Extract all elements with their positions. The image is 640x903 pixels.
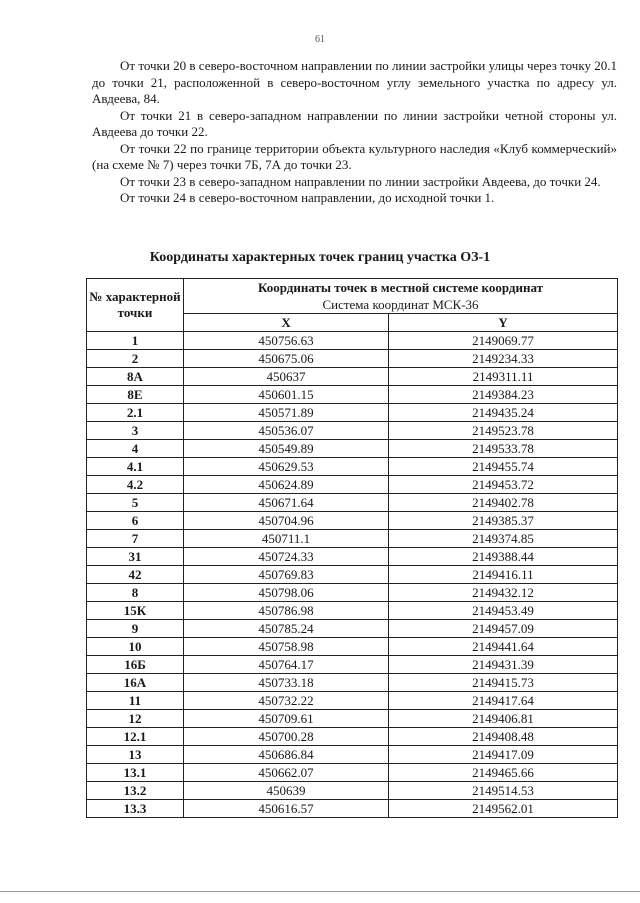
point-number-cell: 9 <box>87 620 184 638</box>
table-row <box>87 530 618 548</box>
point-number-cell: 13.2 <box>87 782 184 800</box>
paragraph: От точки 21 в северо-западном направлении по линии застройки четной стороны ул. Авдеева до точки 22. <box>92 107 617 139</box>
header-coordinates <box>184 279 618 314</box>
y-coordinate-cell: 2149385.37 <box>389 512 618 530</box>
y-coordinate-cell: 2149431.39 <box>389 656 618 674</box>
x-coordinate-cell: 450709.61 <box>184 710 389 728</box>
route-description <box>92 58 617 207</box>
x-coordinate-cell: 450798.06 <box>184 584 389 602</box>
point-number-cell: 8 <box>87 584 184 602</box>
paragraph: От точки 22 по границе территории объекта культурного наследия «Клуб коммерческий» (на схеме № 7) через точки 7Б, 7А до точки 23. <box>92 140 617 172</box>
x-coordinate-cell: 450733.18 <box>184 674 389 692</box>
x-coordinate-cell: 450756.63 <box>184 332 389 350</box>
y-coordinate-cell: 2149432.12 <box>389 584 618 602</box>
coordinates-table <box>86 278 618 818</box>
x-coordinate-cell: 450629.53 <box>184 458 389 476</box>
paragraph: От точки 24 в северо-восточном направлении, до исходной точки 1. <box>120 190 495 205</box>
point-number-cell: 1 <box>87 332 184 350</box>
page-number: 61 <box>315 34 325 45</box>
x-coordinate-cell: 450686.84 <box>184 746 389 764</box>
point-number-cell: 8Е <box>87 386 184 404</box>
table-row <box>87 512 618 530</box>
y-coordinate-cell: 2149311.11 <box>389 368 618 386</box>
table-body <box>87 332 618 818</box>
point-number-cell: 5 <box>87 494 184 512</box>
y-coordinate-cell: 2149562.01 <box>389 800 618 818</box>
table-row <box>87 548 618 566</box>
point-number-cell: 12 <box>87 710 184 728</box>
point-number-cell: 12.1 <box>87 728 184 746</box>
paragraph: От точки 23 в северо-западном направлении по линии застройки Авдеева, до точки 24. <box>120 173 601 189</box>
y-coordinate-cell: 2149384.23 <box>389 386 618 404</box>
table-row <box>87 440 618 458</box>
y-coordinate-cell: 2149402.78 <box>389 494 618 512</box>
table-row <box>87 404 618 422</box>
table-row <box>87 566 618 584</box>
table-title: Координаты характерных точек границ участка ОЗ-1 <box>149 250 491 265</box>
point-number-cell: 16Б <box>87 656 184 674</box>
x-coordinate-cell: 450536.07 <box>184 422 389 440</box>
x-coordinate-cell: 450662.07 <box>184 764 389 782</box>
table-row <box>87 764 618 782</box>
y-coordinate-cell: 2149457.09 <box>389 620 618 638</box>
table-row <box>87 602 618 620</box>
table-row <box>87 350 618 368</box>
bottom-divider <box>0 891 640 892</box>
table-row <box>87 422 618 440</box>
point-number-cell: 2 <box>87 350 184 368</box>
y-coordinate-cell: 2149533.78 <box>389 440 618 458</box>
x-coordinate-cell: 450732.22 <box>184 692 389 710</box>
table-header-row <box>87 279 618 314</box>
y-coordinate-cell: 2149374.85 <box>389 530 618 548</box>
y-coordinate-cell: 2149453.49 <box>389 602 618 620</box>
table-row <box>87 638 618 656</box>
x-coordinate-cell: 450549.89 <box>184 440 389 458</box>
point-number-cell: 4.1 <box>87 458 184 476</box>
table-row <box>87 584 618 602</box>
header-x: X <box>184 314 389 332</box>
table-row <box>87 386 618 404</box>
table-row <box>87 692 618 710</box>
point-number-cell: 10 <box>87 638 184 656</box>
x-coordinate-cell: 450700.28 <box>184 728 389 746</box>
point-number-cell: 11 <box>87 692 184 710</box>
point-number-cell: 8А <box>87 368 184 386</box>
point-number-cell: 7 <box>87 530 184 548</box>
y-coordinate-cell: 2149435.24 <box>389 404 618 422</box>
header-y: Y <box>389 314 618 332</box>
point-number-cell: 16А <box>87 674 184 692</box>
header-coordinate-system: Система координат МСК-36 <box>322 297 479 312</box>
table-row <box>87 494 618 512</box>
x-coordinate-cell: 450785.24 <box>184 620 389 638</box>
x-coordinate-cell: 450769.83 <box>184 566 389 584</box>
point-number-cell: 4 <box>87 440 184 458</box>
y-coordinate-cell: 2149514.53 <box>389 782 618 800</box>
header-point-number: № характерной точки <box>87 279 184 332</box>
x-coordinate-cell: 450724.33 <box>184 548 389 566</box>
x-coordinate-cell: 450616.57 <box>184 800 389 818</box>
y-coordinate-cell: 2149417.09 <box>389 746 618 764</box>
y-coordinate-cell: 2149069.77 <box>389 332 618 350</box>
x-coordinate-cell: 450786.98 <box>184 602 389 620</box>
point-number-cell: 2.1 <box>87 404 184 422</box>
y-coordinate-cell: 2149388.44 <box>389 548 618 566</box>
table-row <box>87 674 618 692</box>
y-coordinate-cell: 2149417.64 <box>389 692 618 710</box>
table-row <box>87 710 618 728</box>
y-coordinate-cell: 2149416.11 <box>389 566 618 584</box>
x-coordinate-cell: 450601.15 <box>184 386 389 404</box>
table-row <box>87 620 618 638</box>
point-number-cell: 31 <box>87 548 184 566</box>
table-row <box>87 656 618 674</box>
y-coordinate-cell: 2149455.74 <box>389 458 618 476</box>
y-coordinate-cell: 2149415.73 <box>389 674 618 692</box>
x-coordinate-cell: 450675.06 <box>184 350 389 368</box>
y-coordinate-cell: 2149406.81 <box>389 710 618 728</box>
table-row <box>87 332 618 350</box>
x-coordinate-cell: 450711.1 <box>184 530 389 548</box>
point-number-cell: 15К <box>87 602 184 620</box>
x-coordinate-cell: 450639 <box>184 782 389 800</box>
table-row <box>87 728 618 746</box>
x-coordinate-cell: 450624.89 <box>184 476 389 494</box>
x-coordinate-cell: 450637 <box>184 368 389 386</box>
x-coordinate-cell: 450764.17 <box>184 656 389 674</box>
point-number-cell: 13.3 <box>87 800 184 818</box>
table-row <box>87 800 618 818</box>
point-number-cell: 6 <box>87 512 184 530</box>
x-coordinate-cell: 450671.64 <box>184 494 389 512</box>
point-number-cell: 4.2 <box>87 476 184 494</box>
table-row <box>87 746 618 764</box>
x-coordinate-cell: 450704.96 <box>184 512 389 530</box>
table-row <box>87 458 618 476</box>
y-coordinate-cell: 2149523.78 <box>389 422 618 440</box>
paragraph: От точки 20 в северо-восточном направлении по линии застройки улицы через точку 20.1 до точки 21, расположенной в северо-восточном углу земельного участка по адресу ул. Авдеева, 84. <box>92 58 617 106</box>
point-number-cell: 42 <box>87 566 184 584</box>
point-number-cell: 13.1 <box>87 764 184 782</box>
y-coordinate-cell: 2149234.33 <box>389 350 618 368</box>
table-row <box>87 476 618 494</box>
y-coordinate-cell: 2149465.66 <box>389 764 618 782</box>
y-coordinate-cell: 2149441.64 <box>389 638 618 656</box>
x-coordinate-cell: 450758.98 <box>184 638 389 656</box>
header-coordinates-title: Координаты точек в местной системе координат <box>257 280 544 295</box>
table-row <box>87 782 618 800</box>
y-coordinate-cell: 2149408.48 <box>389 728 618 746</box>
y-coordinate-cell: 2149453.72 <box>389 476 618 494</box>
table-row <box>87 368 618 386</box>
point-number-cell: 13 <box>87 746 184 764</box>
point-number-cell: 3 <box>87 422 184 440</box>
x-coordinate-cell: 450571.89 <box>184 404 389 422</box>
